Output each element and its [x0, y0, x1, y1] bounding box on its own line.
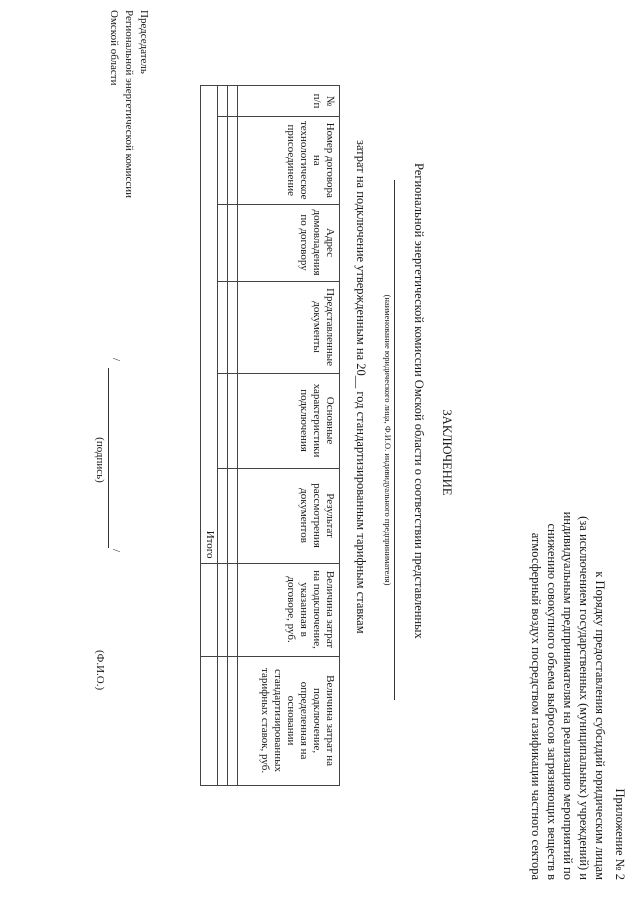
fio-caption: (Ф.И.О.)	[94, 650, 106, 691]
header-num: № п/п	[238, 86, 340, 117]
signature-slash-left: /	[110, 358, 122, 362]
total-label: Итого	[201, 86, 218, 564]
appendix-line-4: индивидуальным предпринимателям на реализацию мероприятий по	[561, 511, 575, 880]
signatory-role-line-2: Региональной энергетической комиссии	[123, 10, 135, 199]
header-tariff-cost: Величина затрат на подключение, определенная на основании стандартизированных тарифных ставок, руб.	[238, 656, 340, 785]
appendix-line-3: (за исключением государственных (муниципальных) учреждений) и	[577, 516, 591, 880]
appendix-line-1: Приложение № 2	[613, 788, 627, 880]
table-row	[218, 86, 228, 786]
header-contract-cost: Величина затрат на подключение, указанная в договоре, руб.	[238, 563, 340, 656]
signature-caption: (подпись)	[94, 437, 106, 483]
intro-text: Региональной энергетической комиссии Омской области о соответствии представленных	[412, 163, 426, 639]
signature-line	[108, 368, 109, 548]
header-documents: Представленные документы	[238, 281, 340, 373]
appendix-line-5: снижению совокупного объема выбросов загрязняющих веществ в	[545, 523, 559, 880]
total-row	[201, 86, 218, 786]
appendix-line-6: атмосферный воздух посредством газификации частного сектора	[529, 532, 543, 880]
header-review-result: Результат рассмотрения документов	[238, 468, 340, 563]
signatory-role-line-1: Председатель	[138, 10, 150, 74]
signature-slash-right: /	[110, 549, 122, 553]
header-address: Адрес домовладения по договору	[238, 204, 340, 281]
name-blank-line	[394, 180, 395, 700]
name-caption: (наименование юридического лица, Ф.И.О. индивидуального предпринимателя)	[383, 294, 393, 586]
document-title: ЗАКЛЮЧЕНИЕ	[440, 409, 454, 496]
header-characteristics: Основные характеристики подключения	[238, 373, 340, 468]
period-text: затрат на подключение утвержденным на 20__ год стандартизированным тарифным ставкам	[354, 140, 368, 634]
appendix-line-2: к Порядку предоставления субсидий юридическим лицам	[593, 571, 607, 880]
table-header-row	[238, 86, 340, 786]
header-contract-number: Номер договора на технологическое присоединение	[238, 117, 340, 205]
costs-table	[200, 85, 340, 786]
signatory-role-line-3: Омской области	[108, 10, 120, 86]
table-row	[228, 86, 238, 786]
